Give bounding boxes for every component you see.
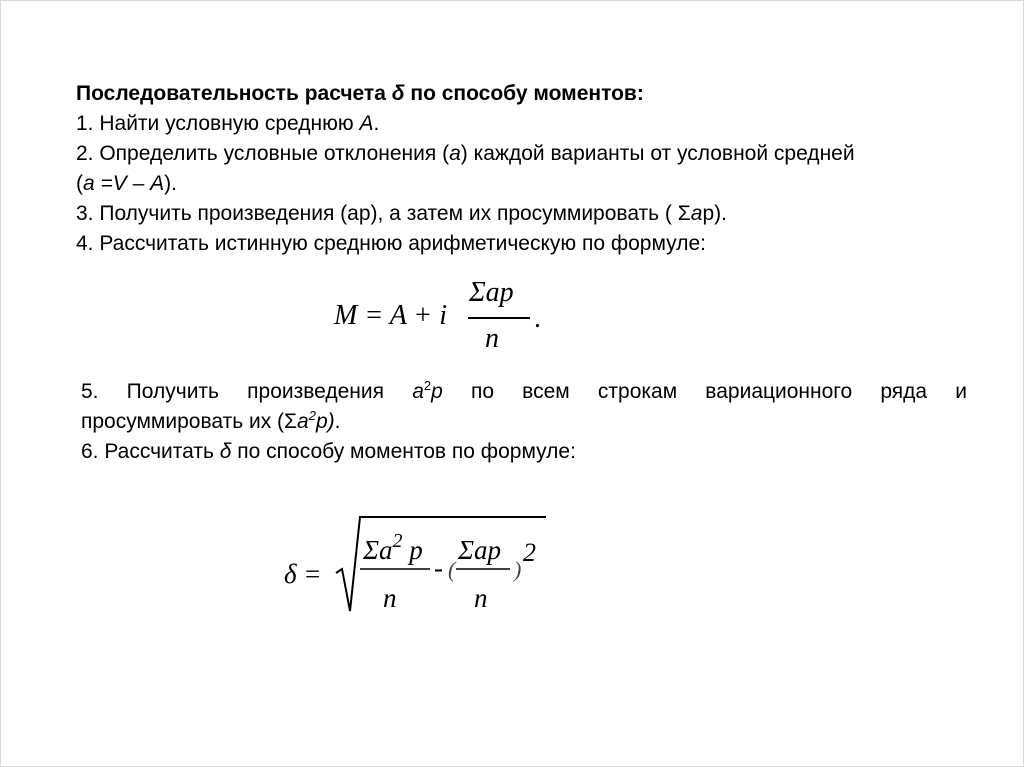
step-2-text: 2. Определить условные отклонения (: [76, 142, 450, 165]
step-5-var2: p: [431, 380, 443, 403]
term2-denominator: n: [474, 583, 488, 613]
term1-numerator: [362, 530, 423, 565]
step-5: [81, 377, 967, 407]
step-3-text: 3. Получить произведения (ар), а затем их просуммировать ( Σ: [76, 202, 691, 225]
step-6-text: 6. Рассчитать: [81, 440, 220, 463]
step-2-rest: ) каждой варианты от условной средней: [460, 142, 855, 165]
instructions-block-2: [81, 377, 967, 467]
mean-formula-numerator: Σap: [469, 277, 514, 308]
step-6-delta: δ: [219, 440, 232, 463]
delta-formula: [284, 511, 554, 621]
instructions-block: [76, 79, 976, 259]
step-3-var: а: [690, 202, 703, 225]
delta-formula-svg: [284, 511, 554, 621]
step-2-line-2: [76, 169, 976, 199]
step-2-paren-open: (: [76, 172, 83, 195]
step-2-paren-close: ).: [164, 172, 177, 195]
term1-num-sup: 2: [392, 530, 403, 552]
term1-denominator: n: [383, 583, 397, 613]
step-5-text: 5. Получить произведения: [81, 380, 413, 403]
step-5-line-2: [81, 407, 967, 437]
step-2-formula: а =V – А: [83, 172, 165, 195]
delta-formula-lhs: δ =: [284, 559, 322, 589]
step-5-line-2-text: просуммировать их (Σ: [81, 410, 298, 433]
term1-num-base: Σa: [363, 535, 393, 565]
step-2: [76, 139, 976, 169]
delta-symbol: δ: [391, 82, 405, 105]
step-5-line-2-end: .: [334, 410, 341, 433]
heading-text-end: по способу моментов:: [404, 82, 644, 105]
term2-numerator: Σap: [458, 535, 502, 565]
step-5-line-2-var2: p): [315, 410, 335, 433]
step-5-rest: по всем строкам вариационного ряда и: [442, 380, 967, 403]
step-3-end: р).: [702, 202, 727, 225]
term1-num-end: p: [402, 535, 423, 565]
step-4: 4. Рассчитать истинную среднюю арифметическую по формуле:: [76, 232, 706, 255]
mean-formula-denominator: n: [485, 323, 499, 354]
exponent-2: 2: [523, 538, 536, 567]
mean-formula-dot: .: [534, 303, 541, 334]
step-1: [76, 109, 976, 139]
step-5-line-2-sup: 2: [308, 408, 316, 423]
step-6: [81, 437, 967, 467]
heading: [76, 79, 976, 109]
paren-close: ): [514, 557, 522, 582]
heading-text: Последовательность расчета: [76, 82, 392, 105]
paren-open: (: [448, 557, 456, 582]
mean-formula: [334, 275, 554, 361]
step-5-line-2-var: a: [297, 410, 309, 433]
mean-formula-lhs: M = A + i: [334, 300, 447, 331]
step-1-end: .: [373, 112, 380, 135]
step-1-text: 1. Найти условную среднюю: [76, 112, 360, 135]
step-6-rest: по способу моментов по формуле:: [231, 440, 576, 463]
step-3: [76, 199, 976, 229]
minus-sign: -: [434, 553, 443, 583]
step-5-var: a: [412, 380, 424, 403]
step-2-var: а: [449, 142, 461, 165]
step-5-sup: 2: [423, 378, 432, 393]
mean-formula-fraction-bar: [468, 317, 530, 319]
step-1-var: А: [359, 112, 374, 135]
